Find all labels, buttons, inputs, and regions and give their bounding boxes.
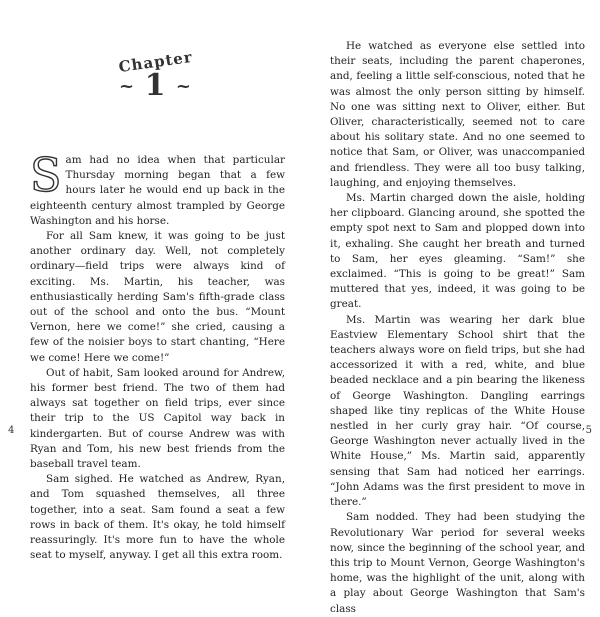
left-page (0, 0, 300, 562)
ornament-right: ~ (175, 76, 191, 97)
paragraph: For all Sam knew, it was going to be just another ordinary day. Well, not completely ordinary—field trips were always kind of exciting. Ms. Martin, his teacher, was enthusiastically herding Sam's fifth-grade class out of the school and onto the bus. “Mount Vernon, here we come!” she cried, causing a few of the noisier boys to start chanting, “Here we come! Here we come!” (30, 230, 285, 364)
paragraph: Sam sighed. He watched as Andrew, Ryan, and Tom squashed themselves, all three together, into a seat. Sam found a seat a few rows in back of them. It's okay, he told himself reassuringly. It's more fun to have the whole seat to myself, anyway. I get all this extra room. (30, 473, 285, 562)
paragraph (30, 148, 285, 229)
paragraph-text: am had no idea when that particular Thursday morning began that a few hours later he would end up back in the eighteenth century almost trampled by George Washington and his horse. (30, 154, 285, 227)
paragraph: Ms. Martin was wearing her dark blue Eastview Elementary School shirt that the teachers always wore on field trips, but she had accessorized it with a red, white, and blue beaded necklace and a pin bearing the likeness of George Washington. Dangling earrings shaped like tiny replicas of the White House nestled in her curly gray hair. “Of course, George Washington never actually lived in the White House,” Ms. Martin said, apparently sensing that Sam had noticed her earrings. “John Adams was the first president to move in there.” (330, 313, 585, 509)
left-body-text (30, 148, 285, 563)
ornament-left: ~ (119, 76, 135, 97)
chapter-title-text: Chapter (117, 47, 194, 77)
paragraph: Sam nodded. They had been studying the Revolutionary War period for several weeks now, since the beginning of the school year, and this trip to Mount Vernon, George Washington's home, was the highlight of the unit, along with a play about George Washington that Sam's class (330, 511, 585, 615)
paragraph: He watched as everyone else settled into their seats, including the parent chaperones, and, feeling a little self-conscious, noted that he was almost the only person sitting by himself. No one was sitting next to Oliver, either. But Oliver, characteristically, seemed not to care about his solitary state. And no one seemed to notice that Sam, or Oliver, was unaccompanied and friendless. They were all too busy talking, laughing, and enjoying themselves. (330, 40, 585, 189)
chapter-heading (40, 47, 270, 103)
page-number: 5 (585, 425, 592, 436)
right-page (300, 0, 600, 615)
chapter-title (40, 47, 270, 77)
chapter-number: 1 (144, 68, 166, 103)
drop-cap: S (30, 148, 62, 202)
paragraph: Out of habit, Sam looked around for Andrew, his former best friend. The two of them had always sat together on field trips, ever since their trip to the US Capitol way back in kindergarten. But of course Andrew was with Ryan and Tom, his new best friends from the baseball travel team. (30, 366, 285, 471)
right-body-text (330, 39, 585, 617)
paragraph: Ms. Martin charged down the aisle, holding her clipboard. Glancing around, she spotted the empty spot next to Sam and plopped down into it, exhaling. She caught her breath and turned to Sam, her eyes gleaming. “Sam!” she exclaimed. “This is going to be great!” Sam muttered that yes, indeed, it was going to be great. (330, 192, 585, 311)
chapter-number-row (40, 70, 270, 103)
page-number: 4 (8, 425, 15, 436)
